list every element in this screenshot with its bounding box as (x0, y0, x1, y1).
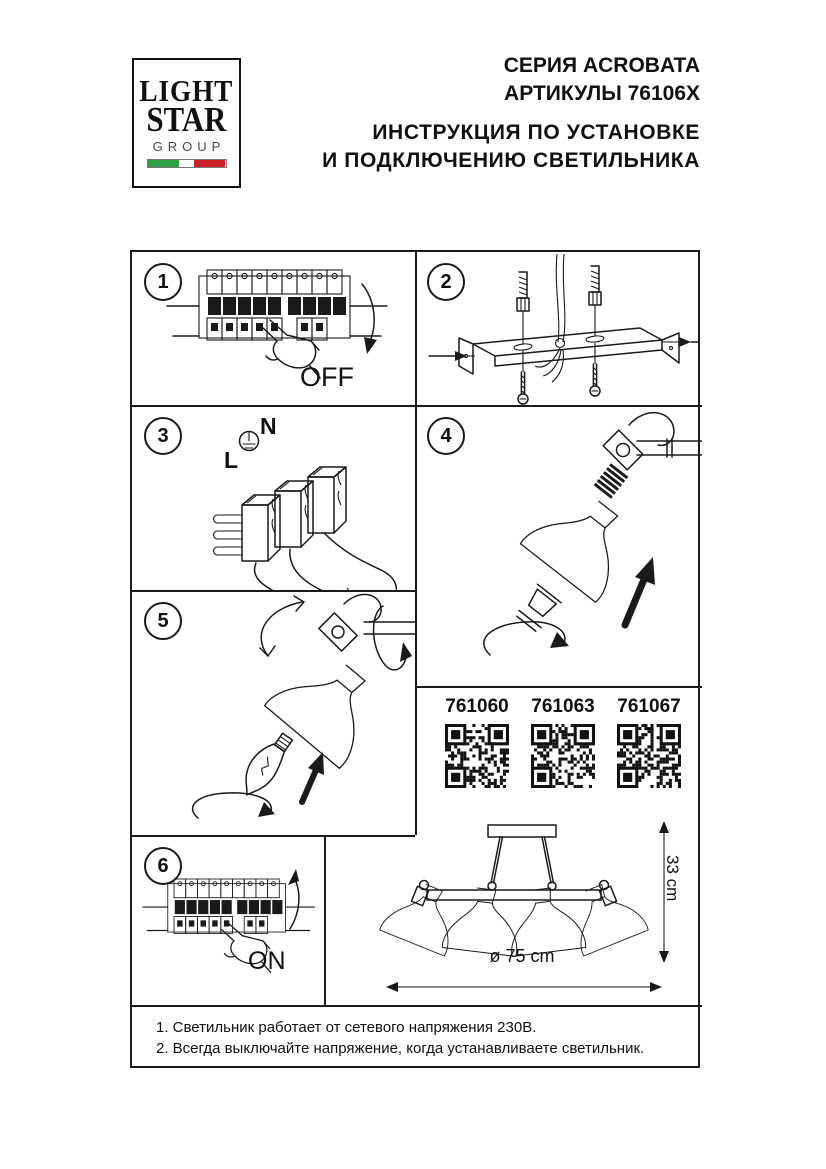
step-5-number-badge: 5 (144, 602, 182, 640)
series-title: СЕРИЯ ACROBATA (503, 54, 700, 77)
off-label: OFF (300, 362, 354, 392)
on-label: ON (248, 947, 286, 975)
logo-word-light: LIGHT (139, 73, 234, 109)
line-wire-label: L (224, 447, 239, 473)
footnotes-panel (132, 1005, 702, 1068)
article-number-3: 761067 (617, 696, 681, 717)
logo-word-star: STAR (146, 99, 227, 139)
step-6-panel (132, 835, 324, 1005)
step-3-number-badge: 3 (144, 417, 182, 455)
step-5-panel (132, 590, 415, 835)
articles-title: АРТИКУЛЫ 76106X (504, 82, 700, 105)
italian-flag-bar (147, 159, 227, 168)
instruction-title-line2: И ПОДКЛЮЧЕНИЮ СВЕТИЛЬНИКА (322, 149, 700, 172)
flag-green-segment (148, 160, 179, 167)
flag-white-segment (179, 160, 195, 167)
note-line-1: 1. Светильник работает от сетевого напряжения 230В. (156, 1019, 537, 1036)
article-number-1: 761060 (445, 696, 509, 717)
width-dimension-label: ø 75 cm (489, 946, 555, 966)
step-3-panel (132, 405, 415, 590)
neutral-wire-label: N (260, 413, 277, 439)
lightstar-logo (132, 58, 241, 188)
qr-code-761060 (445, 724, 509, 788)
instruction-grid (130, 250, 700, 1068)
qr-section (415, 686, 702, 835)
step-2-panel (415, 252, 702, 405)
step-2-number-badge: 2 (427, 263, 465, 301)
document-header (322, 52, 700, 175)
step-1-number-badge: 1 (144, 263, 182, 301)
instruction-title-line1: ИНСТРУКЦИЯ ПО УСТАНОВКЕ (372, 121, 700, 144)
article-number-2: 761063 (531, 696, 595, 717)
logo-word-group: GROUP (152, 138, 226, 154)
step-4-number-badge: 4 (427, 417, 465, 455)
step-6-number-badge: 6 (144, 847, 182, 885)
step-1-panel (132, 252, 415, 405)
flag-red-segment (194, 160, 225, 167)
step-4-panel (415, 405, 702, 686)
note-line-2: 2. Всегда выключайте напряжение, когда устанавливаете светильник. (156, 1040, 645, 1057)
fixture-dimensions-diagram (324, 817, 702, 1009)
height-dimension-label: 33 cm (663, 855, 682, 902)
qr-code-761063 (531, 724, 595, 788)
qr-code-761067 (617, 724, 681, 788)
